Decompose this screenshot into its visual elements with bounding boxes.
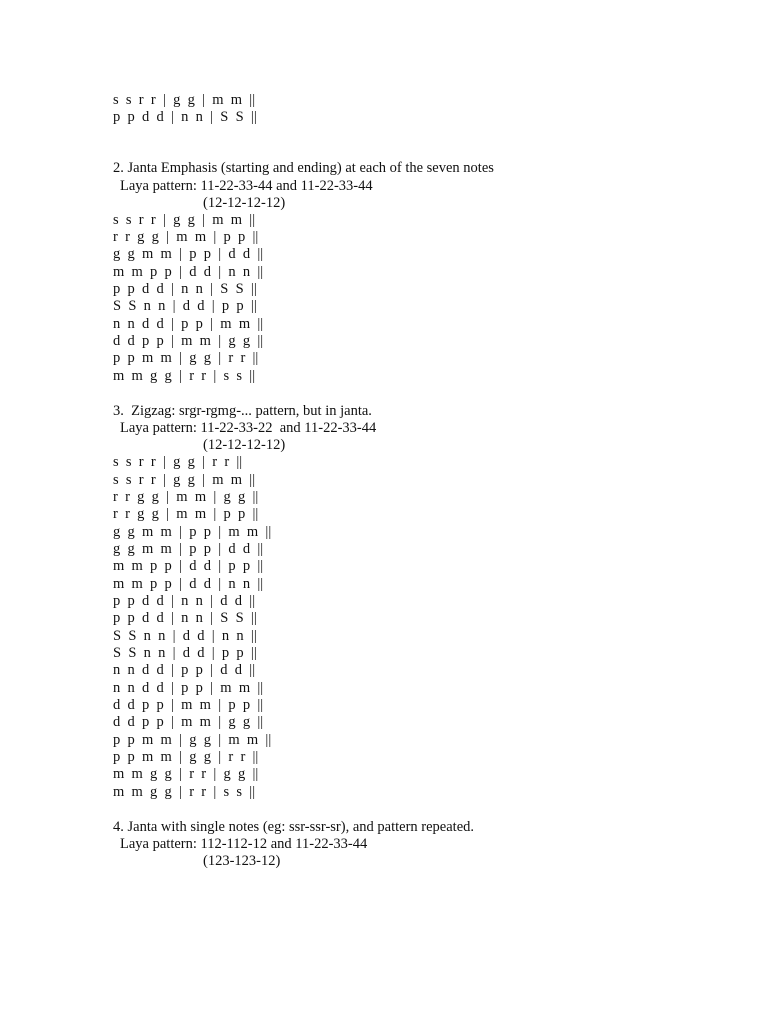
laya-subpattern: (123-123-12) [203,853,281,869]
notation-row: s s r r | g g | r r || [113,454,243,470]
laya-pattern: Laya pattern: 112-112-12 and 11-22-33-44 [120,836,368,852]
notation-row: m m g g | r r | g g || [113,766,259,782]
notation-row: p p d d | n n | S S || [113,281,257,297]
section-heading: 3. Zigzag: srgr-rgmg-... pattern, but in janta. [113,403,372,419]
notation-row: S S n n | d d | p p || [113,298,257,314]
notation-row: S S n n | d d | n n || [113,628,257,644]
notation-row: p p m m | g g | r r || [113,749,259,765]
notation-row: n n d d | p p | m m || [113,680,264,696]
notation-row: m m g g | r r | s s || [113,784,256,800]
notation-row: d d p p | m m | g g || [113,714,264,730]
notation-row: s s r r | g g | m m || [113,92,256,108]
notation-row: m m g g | r r | s s || [113,368,256,384]
notation-row: g g m m | p p | m m || [113,524,272,540]
notation-row: r r g g | m m | p p || [113,229,259,245]
laya-pattern: Laya pattern: 11-22-33-44 and 11-22-33-44 [120,178,373,194]
laya-pattern: Laya pattern: 11-22-33-22 and 11-22-33-44 [120,420,377,436]
notation-row: n n d d | p p | m m || [113,316,264,332]
notation-row: p p m m | g g | m m || [113,732,272,748]
notation-row: d d p p | m m | p p || [113,697,264,713]
section-heading: 2. Janta Emphasis (starting and ending) at each of the seven notes [113,160,494,176]
section-heading: 4. Janta with single notes (eg: ssr-ssr-sr), and pattern repeated. [113,819,475,835]
notation-row: p p d d | n n | S S || [113,610,257,626]
notation-row: m m p p | d d | p p || [113,558,264,574]
notation-row: m m p p | d d | n n || [113,264,264,280]
notation-row: g g m m | p p | d d || [113,541,264,557]
notation-row: s s r r | g g | m m || [113,212,256,228]
notation-row: n n d d | p p | d d || [113,662,256,678]
notation-row: p p d d | n n | d d || [113,593,256,609]
laya-subpattern: (12-12-12-12) [203,195,286,211]
notation-row: g g m m | p p | d d || [113,246,264,262]
notation-row: r r g g | m m | g g || [113,489,259,505]
notation-row: d d p p | m m | g g || [113,333,264,349]
notation-row: s s r r | g g | m m || [113,472,256,488]
notation-row: m m p p | d d | n n || [113,576,264,592]
notation-row: p p d d | n n | S S || [113,109,257,125]
notation-row: p p m m | g g | r r || [113,350,259,366]
notation-row: S S n n | d d | p p || [113,645,257,661]
laya-subpattern: (12-12-12-12) [203,437,286,453]
notation-row: r r g g | m m | p p || [113,506,259,522]
